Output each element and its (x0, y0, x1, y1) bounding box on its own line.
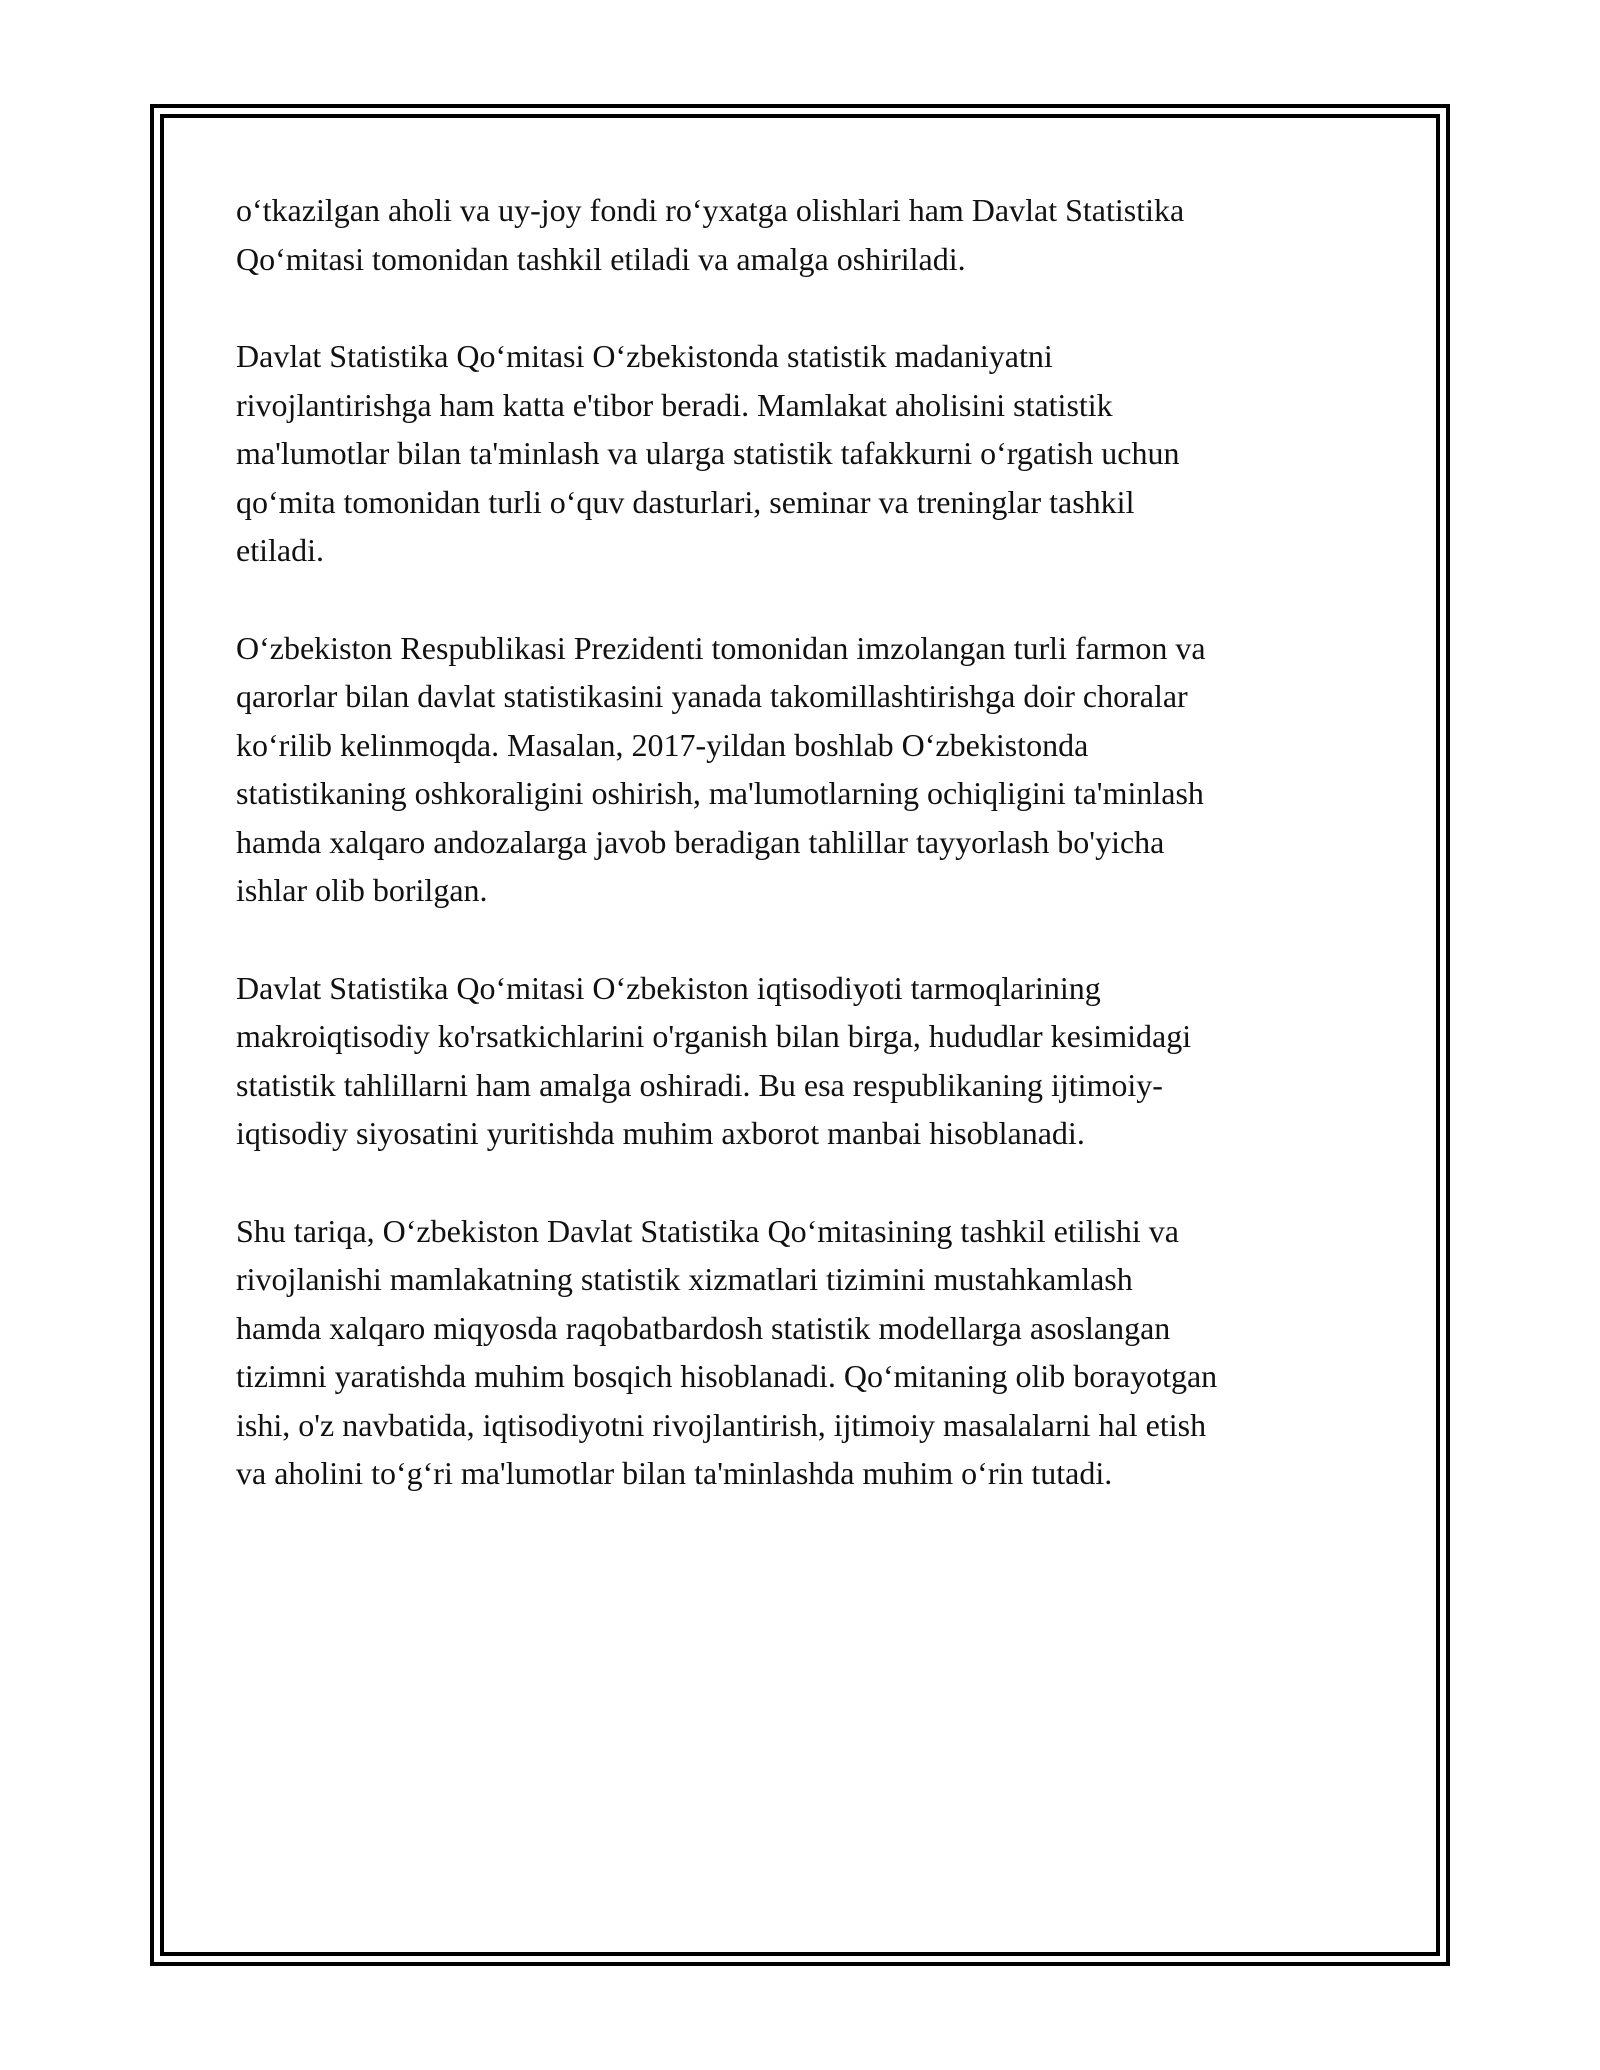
text-line: tizimni yaratishda muhim bosqich hisoblanadi. Qo‘mitaning olib borayotgan (236, 1358, 1218, 1394)
document-body (236, 186, 1396, 1547)
text-line: hamda xalqaro andozalarga javob beradigan tahlillar tayyorlash bo'yicha (236, 823, 1165, 860)
paragraph (236, 964, 1396, 1158)
text-line: Davlat Statistika Qo‘mitasi O‘zbekiston iqtisodiyoti tarmoqlarining (236, 969, 1101, 1006)
text-line: statistikaning oshkoraligini oshirish, ma'lumotlarning ochiqligini ta'minlash (236, 775, 1204, 811)
paragraph (236, 332, 1396, 575)
text-line: ishi, o'z navbatida, iqtisodiyotni rivojlantirish, ijtimoiy masalalarni hal etish (236, 1406, 1207, 1443)
text-line: ko‘rilib kelinmoqda. Masalan, 2017-yildan boshlab O‘zbekistonda (236, 726, 1089, 763)
text-line: makroiqtisodiy ko'rsatkichlarini o'rganish bilan birga, hududlar kesimidagi (236, 1018, 1192, 1054)
text-line: O‘zbekiston Respublikasi Prezidenti tomonidan imzolangan turli farmon va (236, 629, 1206, 666)
text-line: va aholini to‘g‘ri ma'lumotlar bilan ta'minlashda muhim o‘rin tutadi. (236, 1455, 1113, 1491)
paragraph (236, 186, 1396, 283)
text-line: qo‘mita tomonidan turli o‘quv dasturlari, seminar va treninglar tashkil (236, 483, 1135, 520)
text-line: rivojlantirishga ham katta e'tibor beradi. Mamlakat aholisini statistik (236, 386, 1113, 423)
text-line: hamda xalqaro miqyosda raqobatbardosh statistik modellarga asoslangan (236, 1309, 1171, 1346)
text-line: Shu tariqa, O‘zbekiston Davlat Statistika Qo‘mitasining tashkil etilishi va (236, 1212, 1179, 1249)
text-line: o‘tkazilgan aholi va uy-joy fondi ro‘yxatga olishlari ham Davlat Statistika (236, 192, 1185, 228)
text-line: etiladi. (236, 532, 324, 568)
paragraph (236, 624, 1396, 915)
paragraph (236, 1207, 1396, 1498)
text-line: qarorlar bilan davlat statistikasini yanada takomillashtirishga doir choralar (236, 678, 1188, 714)
text-line: Qo‘mitasi tomonidan tashkil etiladi va amalga oshiriladi. (236, 240, 966, 277)
text-line: Davlat Statistika Qo‘mitasi O‘zbekistonda statistik madaniyatni (236, 338, 1053, 374)
text-line: rivojlanishi mamlakatning statistik xizmatlari tizimini mustahkamlash (236, 1261, 1133, 1297)
text-line: ishlar olib borilgan. (236, 872, 488, 908)
text-line: iqtisodiy siyosatini yuritishda muhim axborot manbai hisoblanadi. (236, 1115, 1085, 1151)
text-line: statistik tahlillarni ham amalga oshiradi. Bu esa respublikaning ijtimoiy- (236, 1066, 1163, 1103)
text-line: ma'lumotlar bilan ta'minlash va ularga statistik tafakkurni o‘rgatish uchun (236, 435, 1180, 471)
